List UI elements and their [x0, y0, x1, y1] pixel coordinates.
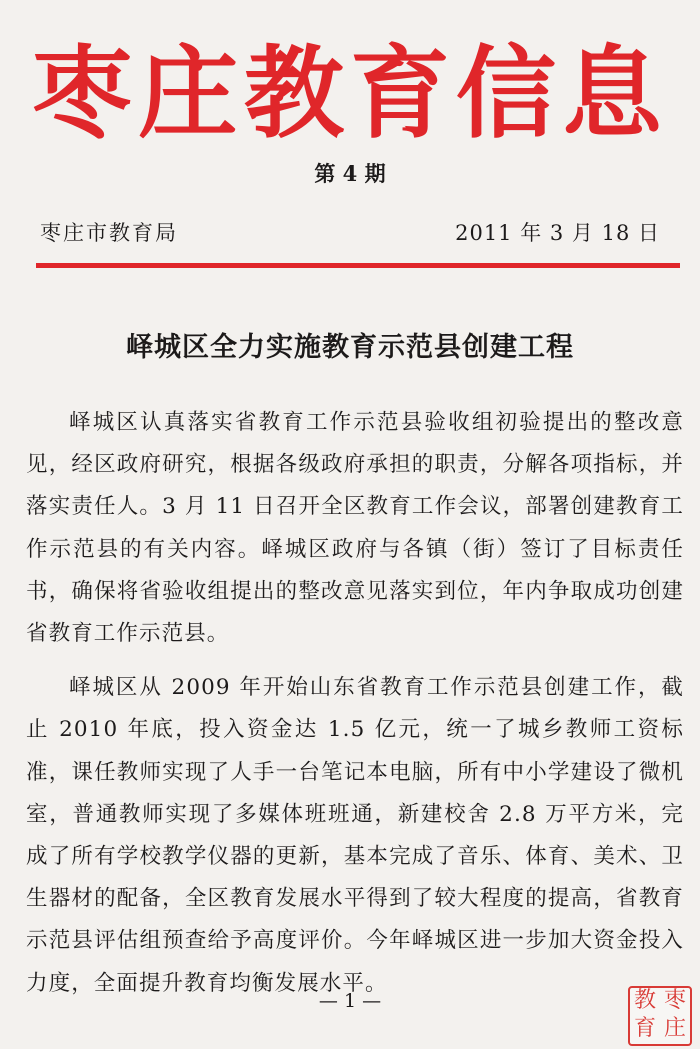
- article-paragraph: 峄城区认真落实省教育工作示范县验收组初验提出的整改意见，经区政府研究，根据各级政府承担的职责，分解各项指标，并落实责任人。3 月 11 日召开全区教育工作会议，部署创建教育工作示范县的有关内容。峄城区政府与各镇（街）签订了目标责任书，确保将省验收组提出的整改意见落实到位，年内争取成功创建省教育工作示范县。: [26, 410, 684, 647]
- seal-char: 教: [633, 988, 656, 1013]
- seal-char: 育: [633, 1016, 656, 1041]
- article-body: [26, 402, 684, 1005]
- seal-char: 枣: [663, 988, 686, 1013]
- page-number: — 1 —: [318, 990, 382, 1012]
- issue-number: 第 4 期: [314, 161, 386, 186]
- seal-stamp: [628, 986, 692, 1046]
- publisher-name: 枣庄市教育局: [40, 221, 178, 245]
- masthead-title: 枣庄教育信息: [32, 34, 668, 152]
- seal-char: 庄: [663, 1016, 686, 1041]
- publish-date: 2011 年 3 月 18 日: [455, 221, 660, 245]
- article-title: 峄城区全力实施教育示范县创建工程: [126, 332, 574, 363]
- article-paragraph: 峄城区从 2009 年开始山东省教育工作示范县创建工作，截止 2010 年底，投入资金达 1.5 亿元，统一了城乡教师工资标准，课任教师实现了人手一台笔记本电脑，所有中小学建设了微机室，普通教师实现了多媒体班班通，新建校舍 2.8 万平方米，完成了所有学校教学仪器的更新，基本完成了音乐、体育、美术、卫生器材的配备，全区教育发展水平得到了较大程度的提高，省教育示范县评估组预查给予高度评价。今年峄城区进一步加大资金投入力度，全面提升教育均衡发展水平。: [26, 675, 684, 996]
- header-divider: [36, 263, 680, 268]
